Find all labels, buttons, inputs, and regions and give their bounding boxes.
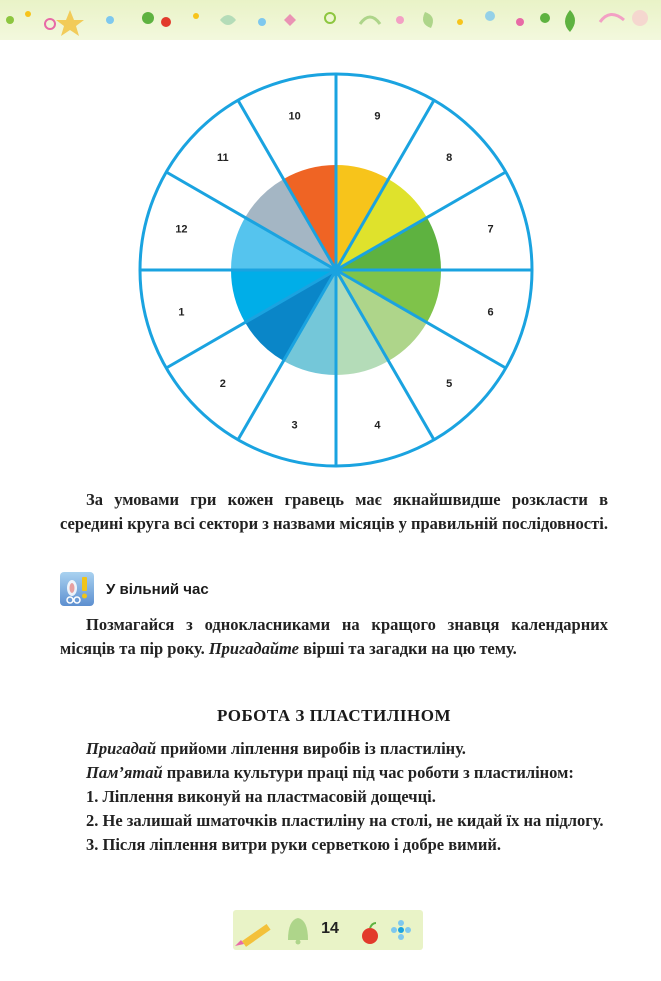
sector-label-10: 10: [288, 110, 301, 123]
recall-italic: Пригадай: [86, 739, 157, 758]
remember-rest: під час роботи з пластиліном:: [348, 763, 574, 782]
sector-label-7: 7: [487, 223, 494, 236]
sector-label-2: 2: [219, 378, 226, 391]
recall-rest: прийоми ліплення виробів із пластиліну.: [156, 739, 466, 758]
leisure-title: У вільний час: [106, 580, 209, 598]
section-body: [60, 737, 608, 857]
remember-bold: правила культури праці: [162, 763, 349, 782]
leisure-paragraph: [60, 613, 608, 661]
top-decorative-banner: [0, 0, 661, 40]
sector-label-4: 4: [374, 419, 381, 432]
outer-ring: [140, 74, 532, 466]
leisure-text-before: Позмагайся з однокласниками на кращого знавця календарних місяців та пір року.: [60, 615, 608, 658]
leisure-text-after: вірші та загадки на цю тему.: [298, 639, 517, 658]
page-number: 14: [321, 920, 339, 937]
sector-label-9: 9: [374, 110, 381, 123]
leisure-header: [60, 572, 209, 606]
pencil-icon: [235, 924, 271, 947]
sector-label-5: 5: [446, 378, 453, 391]
sector-label-3: 3: [291, 419, 298, 432]
rule-1: 1. Ліплення виконуй на пластмасовій дощечці.: [86, 787, 436, 806]
flower-icon: [391, 920, 411, 940]
leisure-text-italic: Пригадайте: [208, 639, 299, 658]
apple-icon: [362, 923, 378, 944]
sector-label-6: 6: [487, 306, 494, 319]
section-heading: РОБОТА З ПЛАСТИЛІНОМ: [216, 706, 452, 725]
sector-label-11: 11: [217, 151, 229, 164]
sector-label-12: 12: [175, 223, 188, 236]
remember-italic: Пам’ятай: [86, 763, 163, 782]
rule-2: 2. Не залишай шматочків пластиліну на столі, не кидай їх на підлогу.: [86, 811, 604, 830]
months-wheel-diagram: [130, 70, 542, 482]
remember-line: [60, 761, 608, 785]
sector-label-1: 1: [178, 306, 185, 319]
game-rules-paragraph: За умовами гри кожен гравець має якнайшвидше розкласти в середині круга всі сектори з назвами місяців у правильній послідовності.: [60, 490, 608, 533]
decorative-flowers-icon: [0, 0, 661, 40]
rule-3: 3. Після ліплення витри руки серветкою і добре вимий.: [86, 835, 502, 854]
sector-label-8: 8: [446, 151, 453, 164]
scissors-notebook-icon: [60, 572, 94, 606]
recall-line: [60, 737, 608, 761]
